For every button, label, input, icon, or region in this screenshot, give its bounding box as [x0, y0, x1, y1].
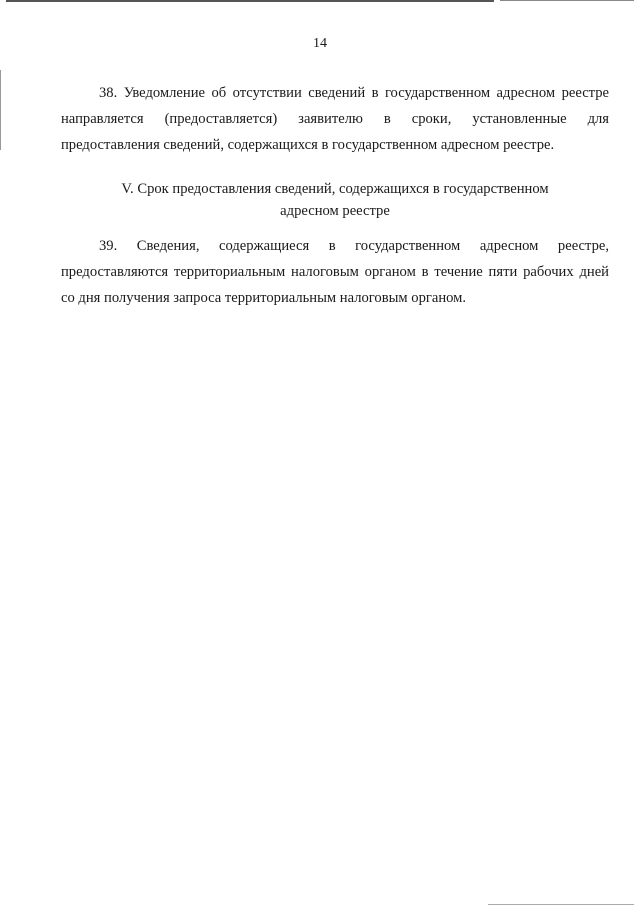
paragraph-39-line-1: 39. Сведения, содержащиеся в государственном адресном реестре, [99, 238, 609, 254]
scan-border-top-right [500, 0, 634, 1]
scan-border-top [6, 0, 494, 2]
scan-border-left [0, 70, 1, 150]
paragraph-38-line-3: предоставления сведений, содержащихся в государственном адресном реестре. [61, 137, 555, 153]
paragraph-38-line-1: 38. Уведомление об отсутствии сведений в государственном адресном реестре [99, 85, 609, 101]
section-v-heading-line-1: V. Срок предоставления сведений, содержащихся в государственном [121, 181, 549, 197]
page-number: 14 [313, 36, 327, 51]
paragraph-39-line-2: предоставляются территориальным налоговым органом в течение пяти рабочих дней [61, 264, 609, 280]
paragraph-39 [61, 233, 609, 311]
section-v-heading-line-2: адресном реестре [280, 203, 390, 219]
paragraph-38 [61, 80, 609, 158]
paragraph-39-line-3: со дня получения запроса территориальным налоговым органом. [61, 290, 467, 306]
section-v-heading [0, 178, 640, 222]
paragraph-38-line-2: направляется (предоставляется) заявителю в сроки, установленные для [61, 111, 609, 127]
